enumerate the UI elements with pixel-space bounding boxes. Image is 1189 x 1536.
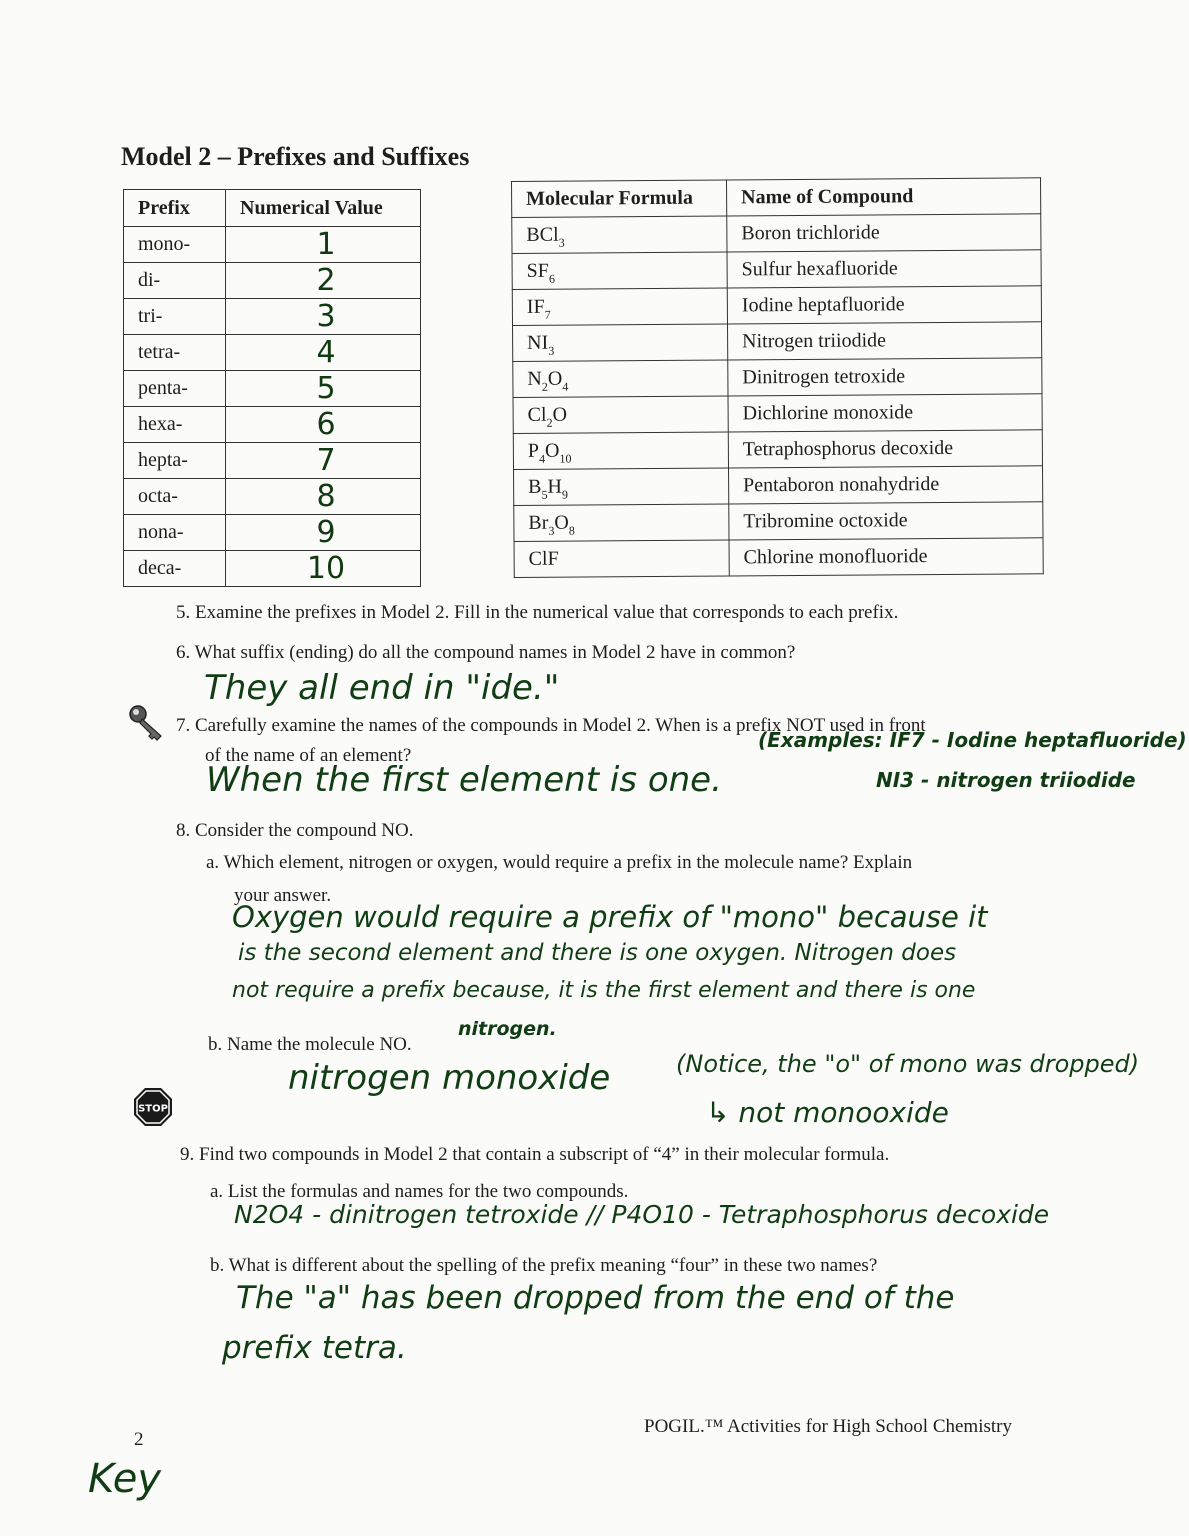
numerical-value-cell: 5 — [226, 371, 421, 407]
formula-cell — [514, 504, 729, 542]
formula-cell — [512, 216, 727, 254]
formula-row — [512, 214, 1041, 254]
formula-symbol: Br — [528, 511, 549, 534]
formula-subscript: 3 — [558, 235, 565, 250]
formula-row — [512, 286, 1041, 326]
numerical-value-cell: 6 — [226, 407, 421, 443]
answer-8a-tail: nitrogen. — [458, 1018, 557, 1040]
formula-row — [512, 250, 1041, 290]
numerical-value-header: Numerical Value — [226, 190, 421, 227]
formula-symbol: O — [554, 511, 569, 534]
question-7-line2: of the name of an element? — [205, 745, 412, 766]
prefix-row — [124, 479, 421, 515]
formula-subscript: 4 — [539, 451, 546, 466]
question-6: 6. What suffix (ending) do all the compound names in Model 2 have in common? — [176, 642, 796, 663]
question-8b: b. Name the molecule NO. — [208, 1034, 412, 1055]
prefix-table-header — [124, 190, 421, 227]
answer-7-note-2: NI3 - nitrogen triiodide — [876, 768, 1136, 792]
prefix-row — [124, 551, 421, 587]
prefix-row — [124, 227, 421, 263]
formula-row — [513, 322, 1042, 362]
numerical-value-cell: 4 — [226, 335, 421, 371]
answer-7: When the first element is one. — [206, 760, 722, 800]
formula-symbol: P — [527, 439, 540, 462]
formula-subscript: 4 — [562, 379, 569, 394]
formula-subscript: 10 — [559, 451, 572, 466]
answer-9b-line1: The "a" has been dropped from the end of the — [236, 1280, 955, 1316]
answer-8b: nitrogen monoxide — [288, 1058, 611, 1098]
formula-symbol: SF — [526, 259, 549, 282]
compound-name-header: Name of Compound — [726, 178, 1040, 216]
formula-symbol: O — [547, 367, 563, 390]
formula-subscript: 7 — [544, 307, 551, 322]
answer-8a-line1: Oxygen would require a prefix of "mono" because it — [232, 900, 988, 934]
prefix-cell: hepta- — [124, 443, 226, 479]
formula-symbol: NI — [527, 331, 549, 354]
page-number: 2 — [134, 1429, 144, 1450]
prefix-table — [123, 189, 421, 587]
numerical-value-cell: 2 — [226, 263, 421, 299]
compound-name-cell: Chlorine monofluoride — [729, 538, 1043, 576]
formula-cell — [513, 324, 728, 362]
question-8a-line2: your answer. — [234, 885, 332, 906]
question-9b: b. What is different about the spelling of the prefix meaning “four” in these two names? — [210, 1255, 878, 1276]
compound-name-cell: Dichlorine monoxide — [728, 394, 1042, 432]
prefix-row — [124, 299, 421, 335]
formula-subscript: 3 — [548, 523, 555, 538]
formula-cell — [513, 396, 728, 434]
prefix-cell: nona- — [124, 515, 226, 551]
compound-name-cell: Tribromine octoxide — [729, 502, 1043, 540]
formula-cell — [514, 468, 729, 506]
formula-symbol: B — [528, 475, 542, 498]
compound-name-cell: Tetraphosphorus decoxide — [728, 430, 1042, 468]
formula-symbol: Cl — [527, 403, 547, 426]
numerical-value-cell: 10 — [226, 551, 421, 587]
formula-subscript: 2 — [541, 379, 548, 394]
formula-cell — [514, 540, 729, 578]
footer-source: POGIL.™ Activities for High School Chemistry — [644, 1416, 1012, 1437]
prefix-row — [124, 371, 421, 407]
prefix-cell: di- — [124, 263, 226, 299]
key-icon — [127, 702, 167, 742]
prefix-row — [124, 263, 421, 299]
formula-symbol: O — [544, 439, 560, 462]
compound-name-cell: Sulfur hexafluoride — [727, 250, 1041, 288]
prefix-row — [124, 407, 421, 443]
page-title: Model 2 – Prefixes and Suffixes — [121, 142, 470, 171]
formula-row — [514, 502, 1043, 542]
answer-8a-line3: not require a prefix because, it is the first element and there is one — [232, 978, 976, 1003]
prefix-row — [124, 515, 421, 551]
answer-7-note-1: (Examples: IF7 - Iodine heptafluoride) — [758, 728, 1187, 752]
compound-name-cell: Boron trichloride — [727, 214, 1041, 252]
prefix-cell: octa- — [124, 479, 226, 515]
numerical-value-cell: 8 — [226, 479, 421, 515]
prefix-header: Prefix — [124, 190, 226, 227]
prefix-cell: mono- — [124, 227, 226, 263]
prefix-row — [124, 443, 421, 479]
stop-text: STOP — [138, 1103, 168, 1115]
answer-8b-note: (Notice, the "o" of mono was dropped) — [676, 1050, 1140, 1078]
formula-cell — [513, 360, 728, 398]
formula-table-header — [512, 178, 1041, 218]
numerical-value-cell: 3 — [226, 299, 421, 335]
answer-8b-note-2: ↳ not monooxide — [706, 1096, 949, 1129]
formula-symbol: O — [552, 403, 568, 426]
compound-name-cell: Dinitrogen tetroxide — [728, 358, 1042, 396]
numerical-value-cell: 7 — [226, 443, 421, 479]
formula-row — [514, 538, 1043, 578]
formula-subscript: 8 — [568, 523, 575, 538]
prefix-cell: deca- — [124, 551, 226, 587]
formula-symbol: H — [547, 475, 563, 498]
question-9: 9. Find two compounds in Model 2 that contain a subscript of “4” in their molecular formula. — [180, 1144, 890, 1165]
formula-cell — [512, 252, 727, 290]
formula-subscript: 5 — [541, 487, 548, 502]
question-8: 8. Consider the compound NO. — [176, 820, 414, 841]
formula-symbol: IF — [526, 295, 545, 318]
formula-cell — [513, 432, 728, 470]
compound-name-cell: Nitrogen triiodide — [728, 322, 1042, 360]
question-5: 5. Examine the prefixes in Model 2. Fill in the numerical value that corresponds to each prefix. — [176, 602, 899, 623]
answer-8a-line2: is the second element and there is one oxygen. Nitrogen does — [238, 940, 957, 966]
prefix-cell: tri- — [124, 299, 226, 335]
prefix-row — [124, 335, 421, 371]
question-7-line1: 7. Carefully examine the names of the compounds in Model 2. When is a prefix NOT used in front — [176, 715, 926, 736]
stop-sign-icon — [133, 1087, 173, 1127]
molecular-formula-header: Molecular Formula — [512, 180, 727, 218]
prefix-cell: tetra- — [124, 335, 226, 371]
numerical-value-cell: 1 — [226, 227, 421, 263]
question-9a: a. List the formulas and names for the two compounds. — [210, 1181, 629, 1202]
formula-cell — [512, 288, 727, 326]
formula-row — [513, 358, 1042, 398]
answer-6: They all end in "ide." — [204, 668, 560, 708]
prefix-cell: penta- — [124, 371, 226, 407]
formula-row — [513, 394, 1042, 434]
formula-symbol: BCl — [526, 223, 559, 246]
numerical-value-cell: 9 — [226, 515, 421, 551]
prefix-cell: hexa- — [124, 407, 226, 443]
question-8a-line1: a. Which element, nitrogen or oxygen, would require a prefix in the molecule name? Explain — [206, 852, 913, 873]
compound-name-cell: Iodine heptafluoride — [727, 286, 1041, 324]
formula-subscript: 6 — [548, 271, 555, 286]
formula-row — [514, 466, 1043, 506]
formula-symbol: N — [527, 367, 542, 390]
compound-name-cell: Pentaboron nonahydride — [729, 466, 1043, 504]
formula-table — [511, 177, 1044, 578]
formula-subscript: 9 — [561, 487, 569, 502]
formula-subscript: 2 — [546, 415, 553, 430]
formula-symbol: ClF — [528, 547, 559, 570]
formula-row — [513, 430, 1042, 470]
key-label: Key — [88, 1456, 162, 1502]
formula-subscript: 3 — [548, 343, 555, 358]
answer-9a: N2O4 - dinitrogen tetroxide // P4O10 - Tetraphosphorus decoxide — [234, 1200, 1050, 1229]
answer-9b-line2: prefix tetra. — [222, 1330, 407, 1366]
